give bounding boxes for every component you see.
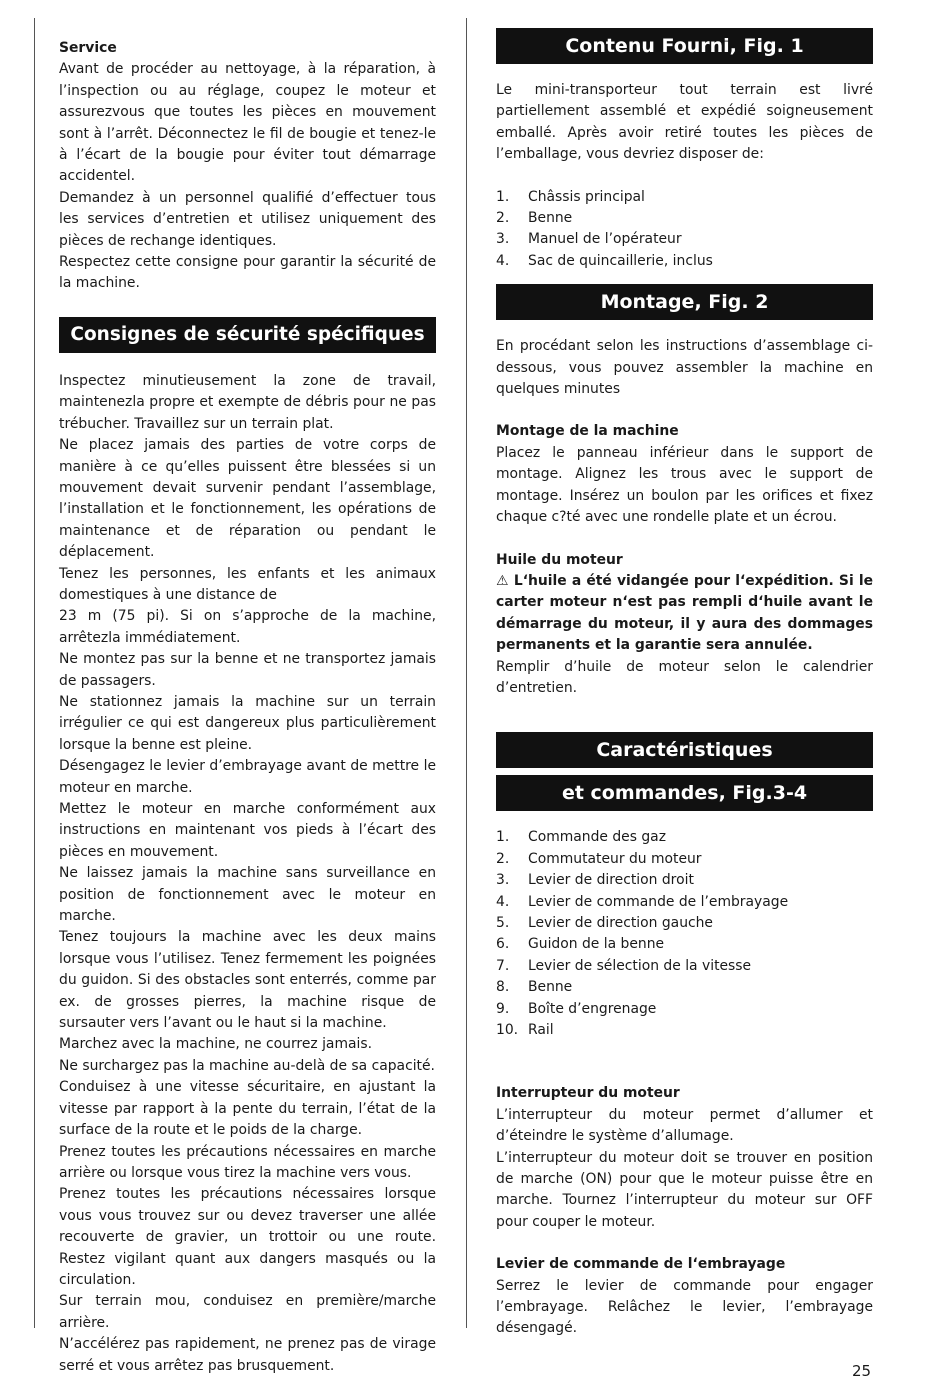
contents-intro: Le mini-transporteur tout terrain est livré partiellement assemblé et expédié soigneusement emballé. Après avoir retiré toutes les pièces de l’emballage, vous devriez disposer de: <box>496 82 873 163</box>
assembly-heading: Montage, Fig. 2 <box>496 284 873 320</box>
safety-paragraph: Tenez toujours la machine avec les deux mains lorsque vous l’utilisez. Tenez fermement les poignées du guidon. Si des obstacles sont enterrés, comme par ex. de grosses pierres, la machine risque de sursauter vers l’avant ou le haut si la machine. <box>59 929 436 1032</box>
list-item: 2. Commutateur du moteur <box>496 850 702 867</box>
machine-assembly-title: Montage de la machine <box>496 423 679 440</box>
safety-paragraph: Sur terrain mou, conduisez en première/marche arrière. <box>59 1293 436 1331</box>
list-item: 9. Boîte d’engrenage <box>496 1000 657 1017</box>
column-divider <box>466 18 467 1328</box>
assembly-intro: En procédant selon les instructions d’assemblage ci-dessous, vous pouvez assembler la machine en quelques minutes <box>496 338 873 398</box>
list-item: 4. Sac de quincaillerie, inclus <box>496 252 713 269</box>
safety-paragraph: Tenez les personnes, les enfants et les animaux domestiques à une distance de <box>59 565 436 603</box>
list-item: 10. Rail <box>496 1022 554 1038</box>
right-column <box>496 28 873 1340</box>
list-item: 3. Manuel de l’opérateur <box>496 231 682 248</box>
list-item: 4. Levier de commande de l’embrayage <box>496 893 789 910</box>
safety-paragraph: Ne stationnez jamais la machine sur un terrain irrégulier ce qui est dangereux plus particulièrement lorsque la benne est pleine. <box>59 693 436 753</box>
safety-paragraph: Prenez toutes les précautions nécessaires lorsque vous vous trouvez sur ou devez traverser une allée recouverte de gravier, un trottoir ou une route. Restez vigilant quant aux dangers masqués ou la circulation. <box>59 1186 436 1288</box>
oil-text: Remplir d’huile de moteur selon le calendrier d’entretien. <box>496 658 873 696</box>
list-item: 1. Commande des gaz <box>496 829 666 846</box>
safety-paragraph: 23 m (75 pi). Si on s’approche de la machine, arrêtezla immédiatement. <box>59 608 436 646</box>
service-paragraph: Demandez à un personnel qualifié d’effectuer tous les services d’entretien et utilisez uniquement des pièces de rechange identiques. <box>59 189 436 249</box>
list-item: 1. Châssis principal <box>496 188 645 205</box>
service-paragraph: Respectez cette consigne pour garantir la sécurité de la machine. <box>59 254 436 292</box>
warning-icon: ⚠ <box>496 572 509 589</box>
list-item: 6. Guidon de la benne <box>496 936 665 953</box>
safety-paragraph: Ne placez jamais des parties de votre corps de manière à ce qu’elles puissent être blessées si un mouvement devait survenir pendant l’assemblage, l’installation et le fonctionnement, les opérations de maintenance et de réparation ou pendant le déplacement. <box>59 437 436 561</box>
oil-title: Huile du moteur <box>496 551 623 568</box>
engine-switch-paragraph: L’interrupteur du moteur permet d’allumer et d’éteindre le système d’allumage. <box>496 1106 873 1145</box>
safety-paragraph: Prenez toutes les précautions nécessaires en marche arrière ou lorsque vous tirez la machine vers vous. <box>59 1143 436 1181</box>
contents-list <box>496 187 873 273</box>
machine-assembly-text: Placez le panneau inférieur dans le support de montage. Alignez les trous avec le support de montage. Insérez un boulon par les orifices et fixez chaque c?té avec une rondelle plate et un écrou. <box>496 444 873 526</box>
features-heading: Caractéristiques <box>496 732 873 768</box>
list-item: 2. Benne <box>496 210 573 227</box>
engine-switch-paragraph: L’interrupteur du moteur doit se trouver en position de marche (ON) pour que le moteur puisse être en marche. Tournez l’interrupteur du moteur sur OFF pour couper le moteur. <box>496 1149 873 1230</box>
safety-heading: Consignes de sécurité spécifiques <box>59 317 436 353</box>
list-item: 5. Levier de direction gauche <box>496 914 713 931</box>
contents-heading: Contenu Fourni, Fig. 1 <box>496 28 873 64</box>
left-column <box>59 38 436 1377</box>
service-paragraph: Avant de procéder au nettoyage, à la réparation, à l’inspection ou au réglage, coupez le moteur et assurezvous que toutes les pièces en mouvement sont à l’arrêt. Déconnectez le fil de bougie et tenez-le à l’écart de la bougie pour éviter tout démarrage accidentel. <box>59 61 436 185</box>
safety-paragraph: Ne surchargez pas la machine au-delà de sa capacité. <box>59 1057 435 1074</box>
engine-switch-title: Interrupteur du moteur <box>496 1085 680 1102</box>
list-item: 7. Levier de sélection de la vitesse <box>496 957 752 974</box>
list-item: 8. Benne <box>496 979 573 996</box>
page-number: 25 <box>852 1362 872 1380</box>
clutch-lever-title: Levier de commande de l‘embrayage <box>496 1256 786 1273</box>
oil-warning: ⚠ L‘huile a été vidangée pour l‘expédition. Si le carter moteur n‘est pas rempli d‘huile avant le démarrage du moteur, il y aura des dommages permanents et la garantie sera annulée. <box>496 572 874 654</box>
safety-paragraph: N’accélérez pas rapidement, ne prenez pas de virage serré et vous arrêtez pas brusquement. <box>59 1336 436 1374</box>
safety-paragraph: Marchez avec la machine, ne courrez jamais. <box>59 1036 372 1053</box>
service-title: Service <box>59 40 117 56</box>
safety-paragraph: Mettez le moteur en marche conformément aux instructions en maintenant vos pieds à l’écart des pièces en mouvement. <box>59 801 436 860</box>
list-item: 3. Levier de direction droit <box>496 872 694 889</box>
safety-paragraph: Conduisez à une vitesse sécuritaire, en ajustant la vitesse par rapport à la pente du terrain, l’état de la surface de la route et le poids de la charge. <box>59 1079 436 1139</box>
safety-paragraph: Désengagez le levier d’embrayage avant de mettre le moteur en marche. <box>59 758 436 796</box>
left-margin-rule <box>34 18 35 1328</box>
safety-paragraph: Ne laissez jamais la machine sans surveillance en position de fonctionnement avec le moteur en marche. <box>59 865 436 925</box>
safety-paragraph: Inspectez minutieusement la zone de travail, maintenezla propre et exempte de débris pour ne pas trébucher. Travaillez sur un terrain plat. <box>59 372 436 432</box>
features-heading-continued: et commandes, Fig.3-4 <box>496 775 873 811</box>
features-list <box>496 827 873 1041</box>
clutch-lever-text: Serrez le levier de commande pour engager l’embrayage. Relâchez le levier, l’embrayage désengagé. <box>496 1277 873 1337</box>
safety-paragraph: Ne montez pas sur la benne et ne transportez jamais de passagers. <box>59 651 436 689</box>
